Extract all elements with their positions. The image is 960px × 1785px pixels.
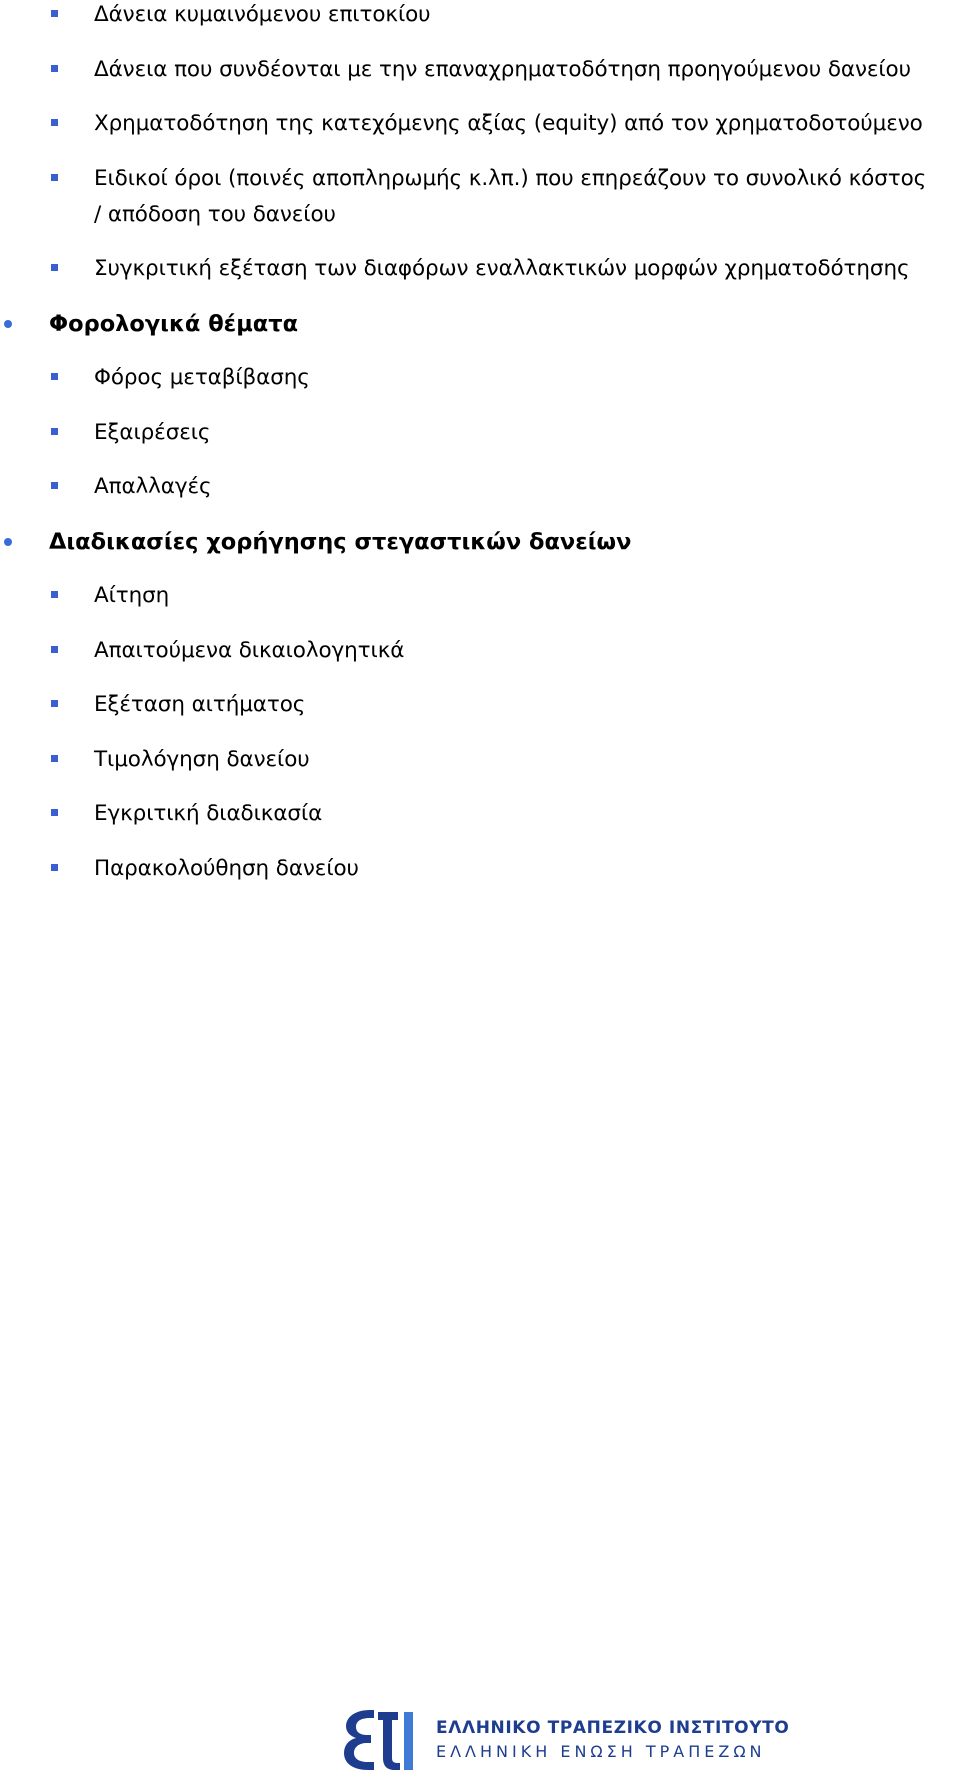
square-bullet-icon [51, 119, 58, 126]
eti-logo-icon [340, 1702, 416, 1772]
list-item [0, 360, 960, 396]
list-item-text: Απαιτούμενα δικαιολογητικά [94, 637, 405, 663]
section-heading-text: Διαδικασίες χορήγησης στεγαστικών δανείων [49, 528, 632, 555]
list-item [0, 161, 960, 233]
list-item [0, 52, 960, 88]
square-bullet-icon [51, 10, 58, 17]
square-bullet-icon [51, 264, 58, 271]
list-item-text: Ειδικοί όροι (ποινές αποπληρωμής κ.λπ.) που επηρεάζουν το συνολικό κόστος / απόδοση του δανείου [94, 165, 927, 227]
list-item [0, 796, 960, 832]
list-item-text: Αίτηση [94, 583, 170, 608]
square-bullet-icon [51, 809, 58, 816]
list-item-text: Απαλλαγές [94, 474, 212, 499]
square-bullet-icon [51, 864, 58, 871]
list-item-text: Δάνεια που συνδέονται με την επαναχρηματοδότηση προηγούμενου δανείου [94, 56, 911, 82]
list-item [0, 106, 960, 142]
list-item-text: Τιμολόγηση δανείου [94, 746, 310, 772]
square-bullet-icon [51, 373, 58, 380]
square-bullet-icon [51, 428, 58, 435]
section-heading-procedures [0, 524, 960, 560]
logo-subtitle: ΕΛΛΗΝΙΚΗ ΕΝΩΣΗ ΤΡΑΠΕΖΩΝ [436, 1742, 766, 1761]
list-item-text: Δάνεια κυμαινόμενου επιτοκίου [94, 2, 431, 27]
list-item [0, 251, 960, 287]
list-item-text: Παρακολούθηση δανείου [94, 855, 359, 881]
square-bullet-icon [51, 646, 58, 653]
list-item [0, 469, 960, 505]
section-heading-tax [0, 306, 960, 342]
list-item [0, 851, 960, 887]
round-bullet-icon [4, 538, 12, 546]
list-item-text: Συγκριτική εξέταση των διαφόρων εναλλακτικών μορφών χρηματοδότησης [94, 256, 910, 281]
square-bullet-icon [51, 482, 58, 489]
list-item [0, 0, 960, 33]
section-heading-text: Φορολογικά θέματα [49, 310, 299, 337]
list-item-text: Εξέταση αιτήματος [94, 692, 306, 717]
list-item [0, 415, 960, 451]
square-bullet-icon [51, 65, 58, 72]
list-item-text: Εξαιρέσεις [94, 419, 211, 445]
list-item [0, 578, 960, 614]
list-item [0, 633, 960, 669]
square-bullet-icon [51, 174, 58, 181]
logo-title: ΕΛΛΗΝΙΚΟ ΤΡΑΠΕΖΙΚΟ ΙΝΣΤΙΤΟΥΤΟ [436, 1718, 790, 1738]
square-bullet-icon [51, 755, 58, 762]
footer-logo [340, 1702, 790, 1772]
square-bullet-icon [51, 591, 58, 598]
list-item-text: Εγκριτική διαδικασία [94, 801, 323, 826]
list-item [0, 687, 960, 723]
list-item [0, 742, 960, 778]
square-bullet-icon [51, 700, 58, 707]
list-item-text: Χρηματοδότηση της κατεχόμενης αξίας (equity) από τον χρηματοδοτούμενο [94, 111, 923, 136]
round-bullet-icon [4, 320, 12, 328]
list-item-text: Φόρος μεταβίβασης [94, 365, 310, 390]
